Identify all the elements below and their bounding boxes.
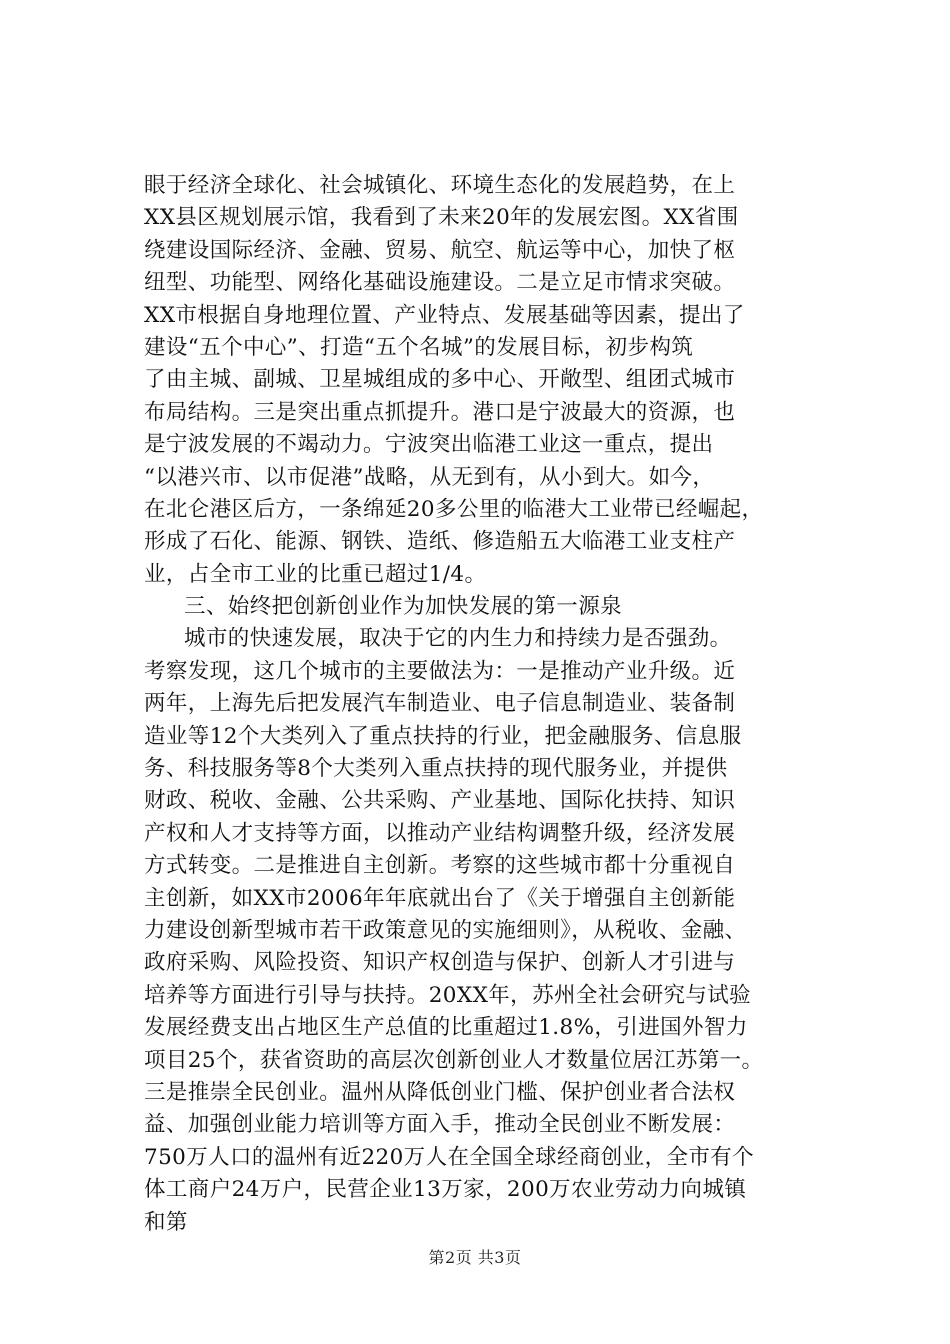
body-line: 产权和人才支持等方面，以推动产业结构调整升级，经济发展 (144, 820, 736, 846)
body-line: 750万人口的温州有近220万人在全国全球经商创业，全市有个 (144, 1144, 755, 1170)
document-body (144, 170, 844, 1239)
body-line: 两年，上海先后把发展汽车制造业、电子信息制造业、装备制 (144, 691, 736, 717)
body-line: 布局结构。三是突出重点抓提升。港口是宁波最大的资源，也 (144, 399, 736, 425)
body-line: 财政、税收、金融、公共采购、产业基地、国际化扶持、知识 (144, 788, 736, 814)
body-line: 方式转变。二是推进自主创新。考察的这些城市都十分重视自 (144, 853, 736, 879)
body-line: 纽型、功能型、网络化基础设施建设。二是立足市情求突破。 (144, 270, 736, 296)
paragraph-first-line: 城市的快速发展，取决于它的内生力和持续力是否强劲。 (184, 626, 732, 652)
body-line: 建设“五个中心”、打造“五个名城”的发展目标，初步构筑 (144, 334, 694, 360)
body-line: 政府采购、风险投资、知识产权创造与保护、创新人才引进与 (144, 950, 736, 976)
body-line: 眼于经济全球化、社会城镇化、环境生态化的发展趋势，在上 (144, 173, 736, 198)
body-line: 是宁波发展的不竭动力。宁波突出临港工业这一重点，提出 (144, 432, 714, 458)
body-line: 发展经费支出占地区生产总值的比重超过1.8%，引进国外智力 (144, 1015, 748, 1041)
body-line: 绕建设国际经济、金融、贸易、航空、航运等中心，加快了枢 (144, 237, 736, 263)
body-line: 了由主城、副城、卫星城组成的多中心、开敞型、组团式城市 (144, 367, 736, 393)
body-line: 项目25个，获省资助的高层次创新创业人才数量位居江苏第一。 (144, 1047, 764, 1073)
page-footer: 第2页 共3页 (428, 1248, 522, 1267)
body-line: 三是推崇全民创业。温州从降低创业门槛、保护创业者合法权 (144, 1079, 736, 1105)
body-line: XX市根据自身地理位置、产业特点、发展基础等因素，提出了 (144, 302, 745, 328)
body-line: 形成了石化、能源、钢铁、造纸、修造船五大临港工业支柱产 (144, 529, 736, 555)
body-line: “以港兴市、以市促港”战略，从无到有，从小到大。如今， (144, 464, 715, 490)
body-line: 业，占全市工业的比重已超过1/4。 (144, 561, 487, 587)
body-line: 力建设创新型城市若干政策意见的实施细则》，从税收、金融、 (144, 917, 747, 943)
body-line: 体工商户24万户，民营企业13万家，200万农业劳动力向城镇 (144, 1177, 747, 1203)
body-line: 培养等方面进行引导与扶持。20XX年，苏州全社会研究与试验 (144, 982, 752, 1008)
body-line: 益、加强创业能力培训等方面入手，推动全民创业不断发展： (144, 1112, 736, 1138)
body-line: 造业等12个大类列入了重点扶持的行业，把金融服务、信息服 (144, 723, 742, 749)
body-line: 考察发现，这几个城市的主要做法为：一是推动产业升级。近 (144, 658, 736, 684)
section-heading: 三、始终把创新创业作为加快发展的第一源泉 (184, 594, 623, 620)
body-line: 务、科技服务等8个大类列入重点扶持的现代服务业，并提供 (144, 756, 728, 782)
body-line: 主创新，如XX市2006年年底就出台了《关于增强自主创新能 (144, 885, 736, 911)
body-line: 和第 (144, 1209, 188, 1235)
body-line: 在北仑港区后方，一条绵延20多公里的临港大工业带已经崛起， (144, 496, 764, 522)
body-line: XX县区规划展示馆，我看到了未来20年的发展宏图。XX省围 (144, 205, 739, 231)
